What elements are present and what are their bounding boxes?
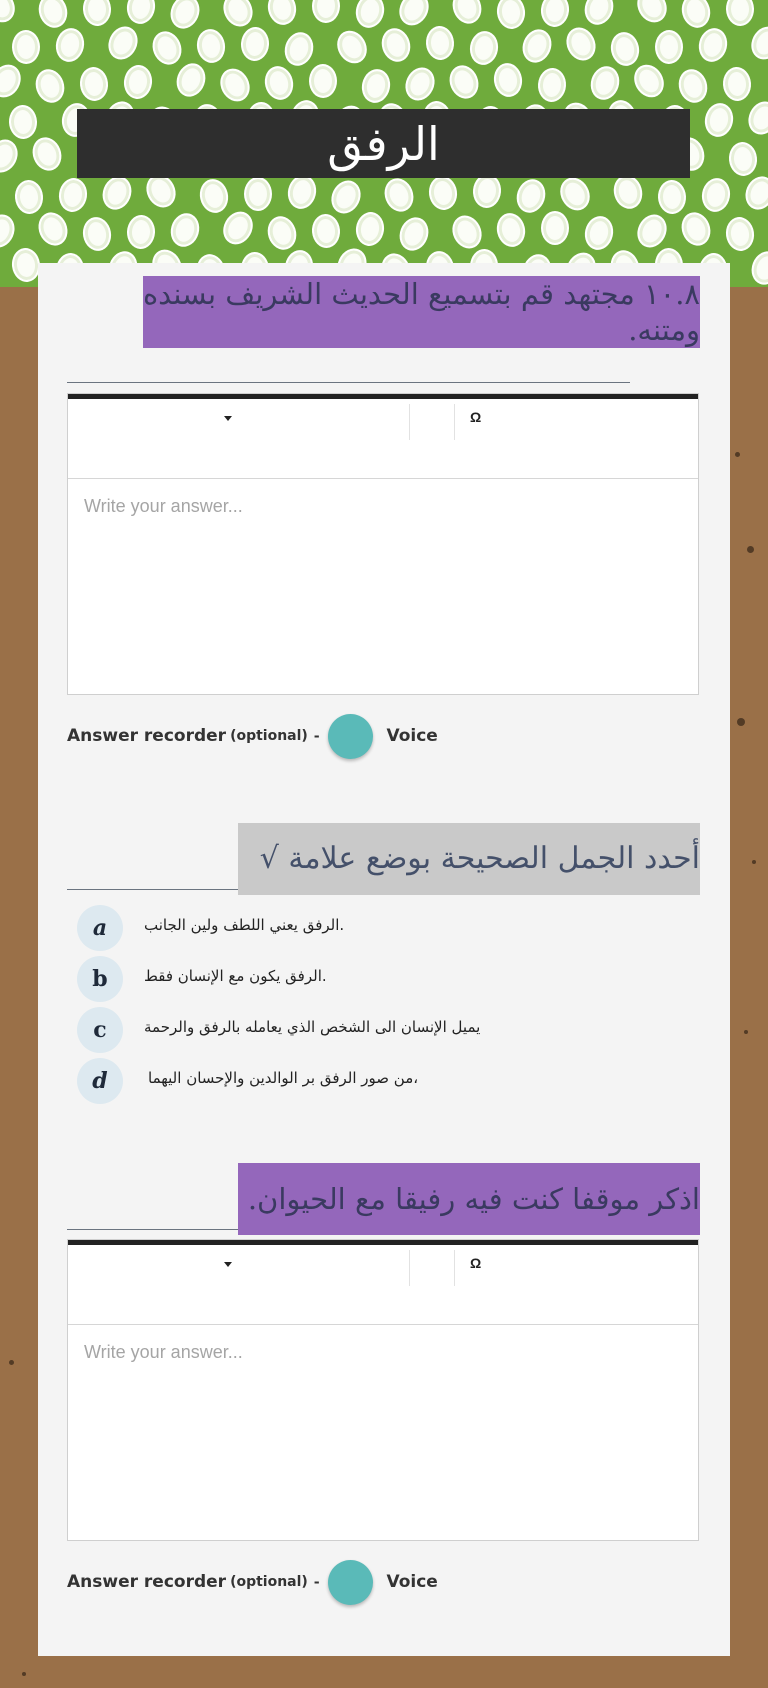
egg-pattern-dot (244, 177, 272, 211)
answer-editor-1[interactable] (67, 393, 699, 695)
choice-key: a (77, 905, 123, 951)
egg-pattern-dot (678, 0, 714, 31)
egg-pattern-dot (468, 29, 501, 67)
record-voice-button[interactable] (328, 1560, 373, 1605)
choice-key: c (77, 1007, 123, 1053)
egg-pattern-dot (285, 172, 320, 211)
egg-pattern-dot (28, 133, 66, 175)
egg-pattern-dot (78, 66, 109, 103)
egg-pattern-dot (281, 29, 318, 70)
choice-text: الرفق يعني اللطف ولين الجانب. (144, 916, 345, 934)
toolbar-separator (454, 1250, 455, 1286)
egg-pattern-dot (425, 25, 455, 61)
egg-pattern-dot (352, 0, 387, 31)
egg-pattern-dot (395, 213, 433, 255)
question-3-underline (67, 1229, 238, 1230)
choice-c[interactable] (77, 1007, 677, 1053)
voice-label: Voice (386, 726, 438, 746)
egg-pattern-dot (539, 0, 570, 28)
egg-pattern-dot (14, 179, 45, 215)
egg-pattern-dot (657, 179, 687, 214)
choice-text: من صور الرفق بر الوالدين والإحسان اليهما، (148, 1069, 419, 1087)
egg-pattern-dot (400, 63, 440, 106)
choice-text: الرفق يكون مع الإنسان فقط. (144, 967, 327, 985)
background-speck (737, 718, 745, 726)
egg-pattern-dot (494, 210, 529, 249)
egg-pattern-dot (166, 0, 205, 33)
recorder-label: Answer recorder (67, 726, 227, 746)
toolbar-separator (409, 1250, 410, 1286)
question-2-label: أحدد الجمل الصحيحة بوضع علامة √ (238, 823, 700, 895)
background-speck (747, 546, 754, 553)
page-title-bar (77, 109, 690, 178)
egg-pattern-dot (98, 172, 136, 214)
egg-pattern-dot (331, 25, 372, 68)
egg-pattern-dot (655, 30, 684, 64)
egg-pattern-dot (197, 176, 232, 215)
egg-pattern-dot (378, 25, 415, 66)
egg-pattern-dot (0, 135, 23, 178)
egg-pattern-dot (727, 141, 758, 178)
background-speck (752, 860, 756, 864)
choice-d[interactable] (77, 1058, 677, 1104)
egg-pattern-dot (33, 208, 72, 250)
egg-pattern-dot (8, 104, 38, 139)
answer-recorder-1 (67, 712, 438, 760)
egg-pattern-dot (265, 0, 299, 28)
egg-pattern-dot (608, 29, 642, 68)
worksheet-card (38, 263, 730, 1656)
recorder-dash: - (313, 1572, 320, 1591)
egg-pattern-dot (309, 64, 338, 98)
egg-pattern-dot (445, 61, 484, 103)
background-speck (744, 1030, 748, 1034)
editor-toolbar (68, 399, 698, 479)
egg-pattern-dot (695, 25, 730, 65)
egg-pattern-dot (326, 176, 366, 219)
egg-pattern-dot (12, 30, 41, 64)
egg-pattern-dot (125, 0, 158, 26)
egg-pattern-dot (747, 247, 768, 287)
choice-b[interactable] (77, 956, 677, 1002)
special-character-button[interactable]: Ω (470, 409, 482, 425)
egg-pattern-dot (495, 0, 527, 31)
egg-pattern-dot (0, 59, 26, 102)
egg-pattern-dot (632, 0, 673, 28)
egg-pattern-dot (740, 172, 768, 214)
question-1-underline (67, 382, 630, 383)
egg-pattern-dot (312, 0, 341, 23)
egg-pattern-dot (354, 210, 386, 248)
egg-pattern-dot (447, 211, 487, 254)
egg-pattern-dot (311, 213, 342, 249)
answer-placeholder[interactable]: Write your answer... (84, 496, 243, 516)
question-3-label: اذكر موقفا كنت فيه رفيقا مع الحيوان. (238, 1163, 700, 1235)
egg-pattern-dot (215, 63, 255, 106)
question-1-label: ١٠.٨ مجتهد قم بتسميع الحديث الشريف بسنده ومتنه. (142, 277, 700, 347)
egg-pattern-dot (126, 214, 156, 249)
background-speck (9, 1360, 14, 1365)
choice-key: b (77, 956, 123, 1002)
egg-pattern-dot (702, 100, 736, 139)
egg-pattern-dot (675, 66, 712, 107)
egg-pattern-dot (122, 63, 154, 100)
special-character-button[interactable]: Ω (470, 1255, 482, 1271)
egg-pattern-dot (218, 206, 259, 249)
egg-pattern-dot (80, 215, 113, 253)
egg-pattern-dot (31, 65, 69, 106)
answer-editor-2[interactable] (67, 1239, 699, 1541)
egg-pattern-dot (103, 22, 143, 65)
egg-pattern-dot (582, 213, 617, 252)
recorder-optional: (optional) (230, 728, 308, 744)
egg-pattern-dot (359, 66, 393, 105)
egg-pattern-dot (492, 61, 525, 99)
egg-pattern-dot (263, 213, 300, 254)
toolbar-separator (409, 404, 410, 440)
egg-pattern-dot (261, 63, 296, 103)
egg-pattern-dot (628, 59, 669, 102)
question-2-underline (67, 889, 238, 890)
toolbar-separator (454, 404, 455, 440)
egg-pattern-dot (561, 23, 601, 66)
voice-label: Voice (386, 1572, 438, 1592)
egg-pattern-dot (448, 0, 486, 28)
egg-pattern-dot (743, 97, 768, 140)
egg-pattern-dot (148, 27, 187, 69)
egg-pattern-dot (53, 25, 87, 64)
choice-key: d (77, 1058, 123, 1104)
egg-pattern-dot (57, 176, 89, 214)
header-banner (0, 0, 768, 287)
egg-pattern-dot (82, 0, 112, 27)
egg-pattern-dot (0, 0, 21, 28)
page-title: الرفق (327, 116, 440, 171)
record-voice-button[interactable] (328, 714, 373, 759)
answer-placeholder[interactable]: Write your answer... (84, 1342, 243, 1362)
answer-recorder-2 (67, 1558, 438, 1606)
recorder-label: Answer recorder (67, 1572, 227, 1592)
egg-pattern-dot (537, 67, 567, 103)
background-speck (735, 452, 740, 457)
egg-pattern-dot (587, 63, 624, 104)
egg-pattern-dot (512, 176, 549, 217)
egg-pattern-dot (580, 0, 618, 29)
egg-pattern-dot (555, 172, 596, 215)
editor-toolbar (68, 1245, 698, 1325)
egg-pattern-dot (746, 21, 768, 64)
egg-pattern-dot (0, 210, 20, 252)
egg-pattern-dot (724, 215, 756, 253)
egg-pattern-dot (172, 59, 210, 101)
egg-pattern-dot (518, 25, 557, 67)
egg-pattern-dot (677, 208, 715, 250)
recorder-optional: (optional) (230, 1574, 308, 1590)
egg-pattern-dot (722, 66, 752, 102)
format-dropdown-caret-icon[interactable] (224, 416, 232, 421)
choice-a[interactable] (77, 905, 677, 951)
recorder-dash: - (313, 726, 320, 745)
egg-pattern-dot (240, 26, 270, 62)
egg-pattern-dot (195, 27, 228, 65)
egg-pattern-dot (699, 176, 732, 214)
egg-pattern-dot (725, 0, 754, 26)
format-dropdown-caret-icon[interactable] (224, 1262, 232, 1267)
choice-text: يميل الإنسان الى الشخص الذي يعامله بالرفق والرحمة (144, 1018, 481, 1036)
egg-pattern-dot (427, 174, 459, 212)
egg-pattern-dot (472, 173, 503, 209)
egg-pattern-dot (167, 210, 203, 250)
background-speck (22, 1672, 26, 1676)
egg-pattern-dot (35, 0, 72, 31)
egg-pattern-dot (394, 0, 434, 31)
egg-pattern-dot (380, 174, 418, 216)
egg-pattern-dot (541, 211, 569, 245)
egg-pattern-dot (632, 210, 672, 253)
